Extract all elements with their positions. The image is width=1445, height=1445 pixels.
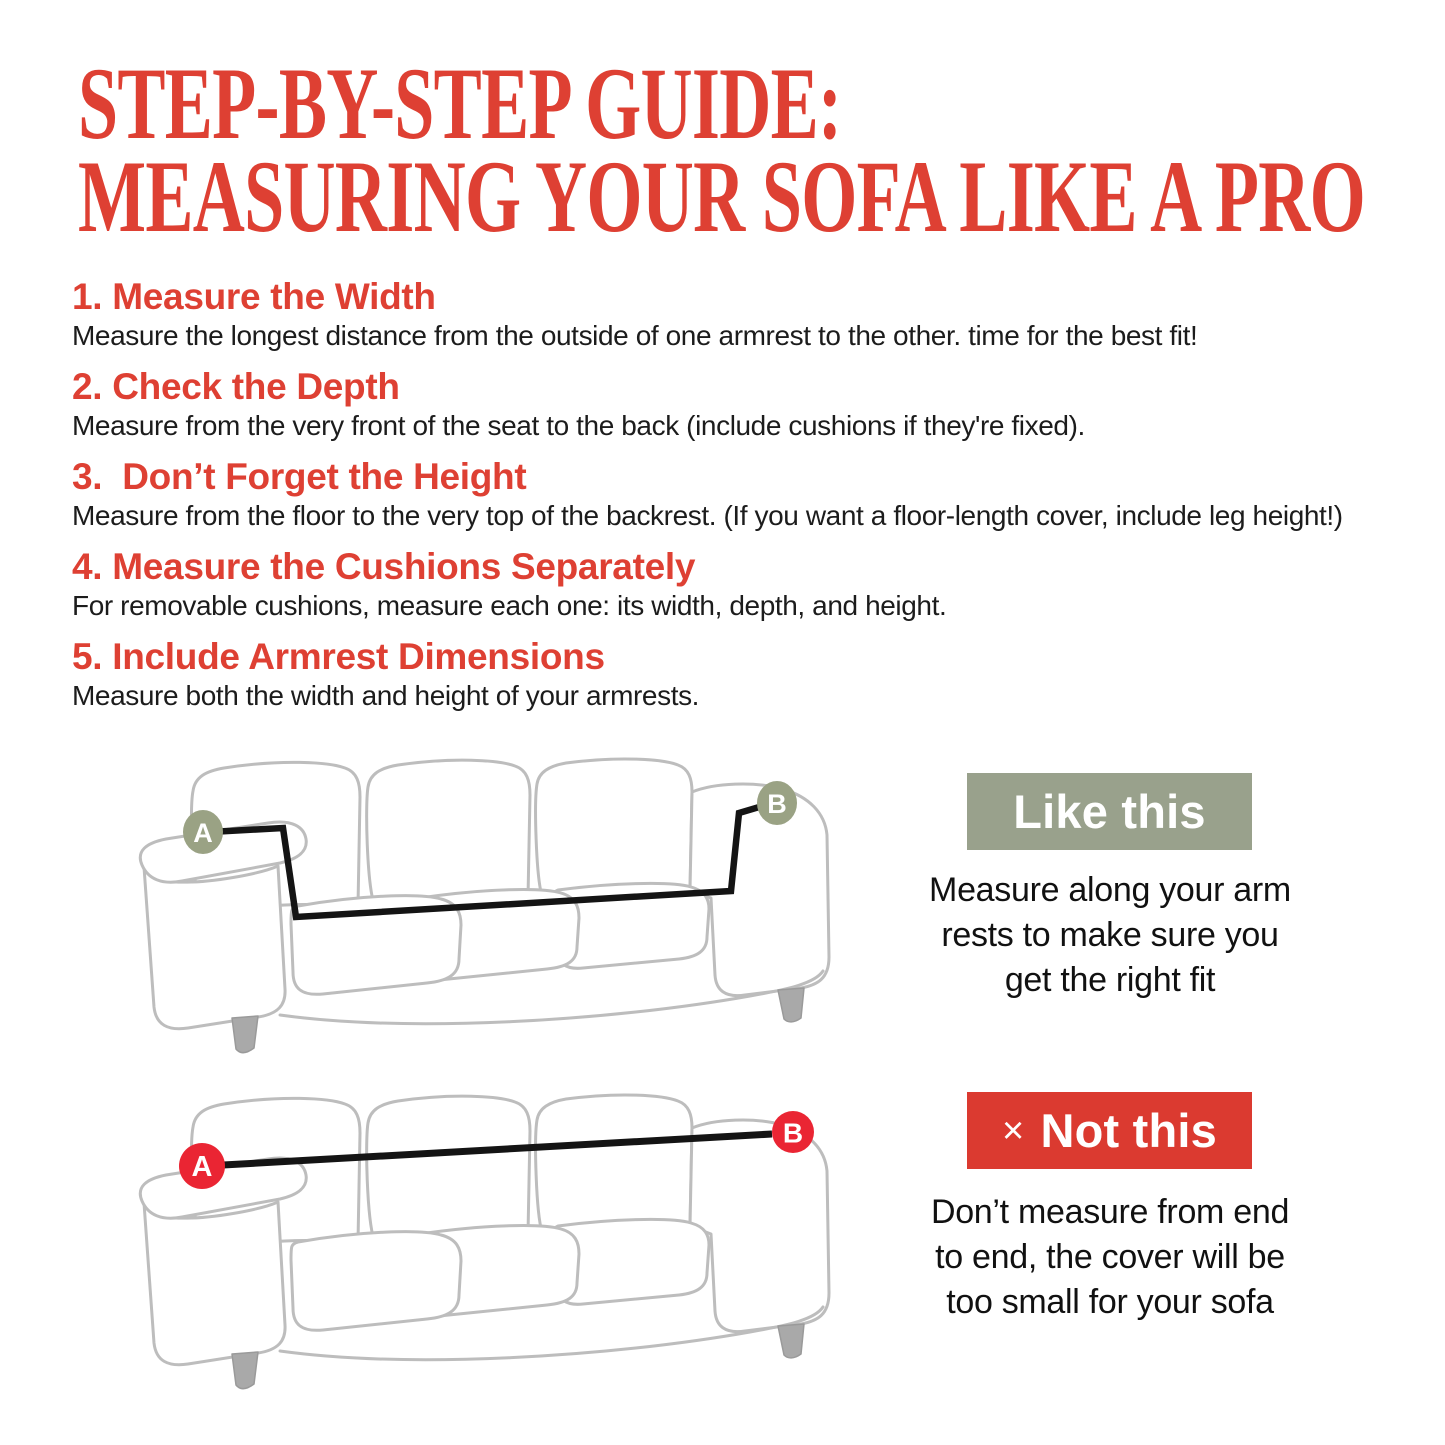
sofa-incorrect-measure-illustration — [90, 1070, 930, 1420]
step-4-heading: 4. Measure the Cushions Separately — [72, 546, 696, 587]
page-title-line-1: STEP-BY-STEP GUIDE: — [78, 47, 842, 161]
step-1 — [72, 276, 1417, 352]
not-this-caption-line-1: Don’t measure from end — [930, 1193, 1290, 1231]
step-2 — [72, 366, 1417, 442]
step-2-heading: 2. Check the Depth — [72, 366, 400, 407]
marker-a-incorrect-label: A — [191, 1151, 213, 1183]
step-1-heading: 1. Measure the Width — [72, 276, 436, 317]
like-this-badge — [967, 773, 1252, 850]
step-5 — [72, 636, 1417, 712]
marker-a-correct-label: A — [193, 818, 213, 848]
step-4-body: For removable cushions, measure each one: its width, depth, and height. — [72, 590, 947, 621]
step-3-heading: 3. Don’t Forget the Height — [72, 456, 527, 497]
not-this-caption-line-2: to end, the cover will be — [935, 1238, 1285, 1276]
step-3 — [72, 456, 1417, 532]
cross-icon: × — [1002, 1110, 1025, 1152]
steps-list — [72, 276, 1417, 726]
step-1-body: Measure the longest distance from the outside of one armrest to the other. time for the best fit! — [72, 320, 1198, 351]
step-5-heading: 5. Include Armrest Dimensions — [72, 636, 605, 677]
step-3-body: Measure from the floor to the very top of the backrest. (If you want a floor-length cover, include leg height!) — [72, 500, 1343, 531]
not-this-badge-label: Not this — [1040, 1104, 1217, 1157]
marker-b-incorrect-label: B — [782, 1117, 804, 1149]
like-this-caption-line-3: get the right fit — [1004, 961, 1216, 999]
like-this-caption-line-2: rests to make sure you — [941, 916, 1279, 954]
step-4 — [72, 546, 1417, 622]
not-this-badge — [967, 1092, 1252, 1169]
page-title-line-2: MEASURING YOUR SOFA LIKE A PRO — [78, 140, 1365, 254]
step-5-body: Measure both the width and height of your armrests. — [72, 680, 700, 711]
sofa-correct-measure-illustration — [90, 740, 930, 1080]
like-this-caption — [910, 868, 1310, 1003]
not-this-caption — [910, 1190, 1310, 1325]
not-this-caption-line-3: too small for your sofa — [946, 1283, 1274, 1321]
like-this-caption-line-1: Measure along your arm — [929, 871, 1291, 909]
step-2-body: Measure from the very front of the seat to the back (include cushions if they're fixed). — [72, 410, 1085, 441]
like-this-badge-label: Like this — [1013, 785, 1206, 838]
marker-b-correct-label: B — [767, 789, 787, 819]
